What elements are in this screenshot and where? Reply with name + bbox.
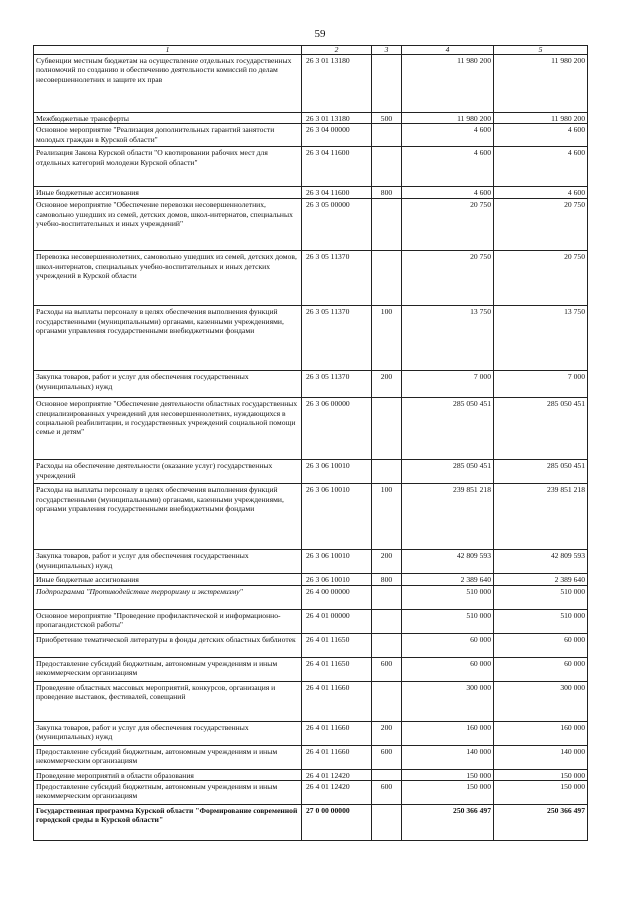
table-row <box>34 484 588 550</box>
row-code-cell: 26 4 01 11660 <box>302 721 372 745</box>
row-value-col5-cell: 285 050 451 <box>494 460 588 484</box>
row-value-col4-cell: 11 980 200 <box>402 55 494 113</box>
row-code-cell: 26 3 05 11370 <box>302 371 372 398</box>
table-row <box>34 769 588 780</box>
row-value-col5-cell: 250 366 497 <box>494 804 588 840</box>
row-value-col5-cell: 2 389 640 <box>494 574 588 585</box>
row-code-cell: 26 3 05 11370 <box>302 306 372 371</box>
table-row <box>34 745 588 769</box>
table-row <box>34 721 588 745</box>
row-value-col5-cell: 20 750 <box>494 251 588 306</box>
row-name-cell: Реализация Закона Курской области "О квотировании рабочих мест для отдельных категорий молодежи Курской области" <box>34 147 302 187</box>
table-row <box>34 574 588 585</box>
row-value-col5-cell: 4 600 <box>494 124 588 147</box>
row-name-cell: Иные бюджетные ассигнования <box>34 574 302 585</box>
row-value-col5-cell: 160 000 <box>494 721 588 745</box>
row-code-cell: 26 3 04 00000 <box>302 124 372 147</box>
row-vr-cell <box>372 769 402 780</box>
row-code-cell: 26 3 05 11370 <box>302 251 372 306</box>
row-value-col4-cell: 4 600 <box>402 124 494 147</box>
row-name-cell: Предоставление субсидий бюджетным, автономным учреждениям и иным некоммерческим организациям <box>34 745 302 769</box>
row-value-col5-cell: 13 750 <box>494 306 588 371</box>
row-vr-cell: 100 <box>372 484 402 550</box>
row-value-col4-cell: 7 000 <box>402 371 494 398</box>
row-vr-cell <box>372 804 402 840</box>
row-name-cell: Межбюджетные трансферты <box>34 113 302 124</box>
table-row <box>34 804 588 840</box>
row-value-col4-cell: 42 809 593 <box>402 550 494 574</box>
row-value-col4-cell: 150 000 <box>402 780 494 804</box>
table-row <box>34 55 588 113</box>
row-name-cell: Расходы на выплаты персоналу в целях обеспечения выполнения функций государственными (муниципальными) органами, казенными учреждениями, органами управления государственными внебюджетными фондами <box>34 306 302 371</box>
row-value-col5-cell: 4 600 <box>494 187 588 199</box>
row-name-cell: Закупка товаров, работ и услуг для обеспечения государственных (муниципальных) нужд <box>34 550 302 574</box>
row-value-col5-cell: 510 000 <box>494 585 588 609</box>
table-row <box>34 657 588 681</box>
row-value-col5-cell: 60 000 <box>494 657 588 681</box>
row-value-col5-cell: 60 000 <box>494 633 588 657</box>
row-name-cell: Иные бюджетные ассигнования <box>34 187 302 199</box>
row-vr-cell: 200 <box>372 721 402 745</box>
row-value-col4-cell: 285 050 451 <box>402 460 494 484</box>
row-value-col5-cell: 239 851 218 <box>494 484 588 550</box>
budget-table <box>33 45 588 841</box>
table-row <box>34 398 588 460</box>
row-value-col4-cell: 300 000 <box>402 681 494 721</box>
row-code-cell: 26 3 06 10010 <box>302 574 372 585</box>
row-value-col5-cell: 11 980 200 <box>494 55 588 113</box>
row-code-cell: 26 3 06 10010 <box>302 550 372 574</box>
row-name-cell: Предоставление субсидий бюджетным, автономным учреждениям и иным некоммерческим организациям <box>34 657 302 681</box>
row-name-cell: Субвенции местным бюджетам на осуществление отдельных государственных полномочий по созданию и обеспечению деятельности комиссий по делам несовершеннолетних и защите их прав <box>34 55 302 113</box>
row-value-col4-cell: 11 980 200 <box>402 113 494 124</box>
row-code-cell: 26 3 06 10010 <box>302 460 372 484</box>
row-vr-cell: 600 <box>372 780 402 804</box>
row-code-cell: 26 4 01 12420 <box>302 780 372 804</box>
row-value-col4-cell: 20 750 <box>402 199 494 251</box>
header-col-3: 3 <box>372 46 402 55</box>
row-code-cell: 26 3 01 13180 <box>302 55 372 113</box>
row-value-col4-cell: 4 600 <box>402 147 494 187</box>
row-vr-cell: 600 <box>372 745 402 769</box>
row-value-col4-cell: 160 000 <box>402 721 494 745</box>
row-value-col5-cell: 300 000 <box>494 681 588 721</box>
row-value-col5-cell: 4 600 <box>494 147 588 187</box>
row-vr-cell <box>372 681 402 721</box>
table-row <box>34 371 588 398</box>
row-value-col4-cell: 250 366 497 <box>402 804 494 840</box>
row-code-cell: 26 4 01 00000 <box>302 609 372 633</box>
row-code-cell: 26 3 06 10010 <box>302 484 372 550</box>
row-vr-cell: 800 <box>372 187 402 199</box>
row-vr-cell <box>372 124 402 147</box>
row-vr-cell <box>372 251 402 306</box>
table-row <box>34 609 588 633</box>
row-value-col5-cell: 150 000 <box>494 769 588 780</box>
row-value-col4-cell: 285 050 451 <box>402 398 494 460</box>
row-vr-cell <box>372 147 402 187</box>
row-code-cell: 27 0 00 00000 <box>302 804 372 840</box>
table-row <box>34 780 588 804</box>
row-value-col5-cell: 20 750 <box>494 199 588 251</box>
row-name-cell: Закупка товаров, работ и услуг для обеспечения государственных (муниципальных) нужд <box>34 371 302 398</box>
row-code-cell: 26 4 01 11660 <box>302 681 372 721</box>
row-vr-cell <box>372 585 402 609</box>
row-value-col5-cell: 7 000 <box>494 371 588 398</box>
row-code-cell: 26 3 06 00000 <box>302 398 372 460</box>
row-name-cell: Государственная программа Курской области "Формирование современной городской среды в Курской области" <box>34 804 302 840</box>
table-row <box>34 306 588 371</box>
row-value-col4-cell: 150 000 <box>402 769 494 780</box>
row-value-col5-cell: 140 000 <box>494 745 588 769</box>
row-name-cell: Расходы на выплаты персоналу в целях обеспечения выполнения функций государственными (муниципальными) органами, казенными учреждениями, органами управления государственными внебюджетными фондами <box>34 484 302 550</box>
row-vr-cell <box>372 199 402 251</box>
table-row <box>34 124 588 147</box>
row-vr-cell: 600 <box>372 657 402 681</box>
table-row <box>34 199 588 251</box>
row-vr-cell: 500 <box>372 113 402 124</box>
page-number: 59 <box>314 28 326 40</box>
header-col-5: 5 <box>494 46 588 55</box>
row-name-cell: Основное мероприятие "Проведение профилактической и информационно-пропагандистской работы" <box>34 609 302 633</box>
row-name-cell: Перевозка несовершеннолетних, самовольно ушедших из семей, детских домов, школ-интернатов, специальных учебно-воспитательных и иных детских учреждений в Курской области <box>34 251 302 306</box>
row-value-col4-cell: 239 851 218 <box>402 484 494 550</box>
row-value-col4-cell: 20 750 <box>402 251 494 306</box>
table-body <box>34 55 588 841</box>
row-name-cell: Расходы на обеспечение деятельности (оказание услуг) государственных учреждений <box>34 460 302 484</box>
row-value-col4-cell: 60 000 <box>402 633 494 657</box>
row-vr-cell <box>372 609 402 633</box>
table-row <box>34 251 588 306</box>
row-value-col4-cell: 4 600 <box>402 187 494 199</box>
header-col-2: 2 <box>302 46 372 55</box>
table-row <box>34 187 588 199</box>
row-value-col5-cell: 285 050 451 <box>494 398 588 460</box>
table-row <box>34 585 588 609</box>
table-row <box>34 633 588 657</box>
row-code-cell: 26 3 05 00000 <box>302 199 372 251</box>
table-header-row <box>34 46 588 55</box>
row-code-cell: 26 4 01 11650 <box>302 633 372 657</box>
row-code-cell: 26 3 04 11600 <box>302 147 372 187</box>
row-name-cell: Приобретение тематической литературы в фонды детских областных библиотек <box>34 633 302 657</box>
row-value-col4-cell: 13 750 <box>402 306 494 371</box>
row-code-cell: 26 4 01 11650 <box>302 657 372 681</box>
table-row <box>34 550 588 574</box>
table-row <box>34 113 588 124</box>
row-code-cell: 26 4 01 12420 <box>302 769 372 780</box>
row-vr-cell <box>372 398 402 460</box>
row-value-col5-cell: 11 980 200 <box>494 113 588 124</box>
row-name-cell: Основное мероприятие "Обеспечение перевозки несовершеннолетних, самовольно ушедших из семей, детских домов, школ-интернатов, специальных учебно-воспитательных и иных учреждений" <box>34 199 302 251</box>
table-row <box>34 147 588 187</box>
row-name-cell: Предоставление субсидий бюджетным, автономным учреждениям и иным некоммерческим организациям <box>34 780 302 804</box>
table-row <box>34 460 588 484</box>
row-value-col5-cell: 510 000 <box>494 609 588 633</box>
row-value-col4-cell: 510 000 <box>402 609 494 633</box>
row-vr-cell: 100 <box>372 306 402 371</box>
row-value-col5-cell: 150 000 <box>494 780 588 804</box>
row-code-cell: 26 4 01 11660 <box>302 745 372 769</box>
row-value-col4-cell: 2 389 640 <box>402 574 494 585</box>
row-name-cell: Проведение областных массовых мероприятий, конкурсов, организация и проведение выставок, фестивалей, совещаний <box>34 681 302 721</box>
row-name-cell: Закупка товаров, работ и услуг для обеспечения государственных (муниципальных) нужд <box>34 721 302 745</box>
row-value-col4-cell: 60 000 <box>402 657 494 681</box>
row-name-cell: Подпрограмма "Противодействие терроризму и экстремизму" <box>34 585 302 609</box>
row-code-cell: 26 4 00 00000 <box>302 585 372 609</box>
row-vr-cell: 200 <box>372 371 402 398</box>
row-name-cell: Основное мероприятие "Реализация дополнительных гарантий занятости молодых граждан в Курской области" <box>34 124 302 147</box>
row-vr-cell <box>372 460 402 484</box>
row-vr-cell: 200 <box>372 550 402 574</box>
table-row <box>34 681 588 721</box>
row-vr-cell <box>372 633 402 657</box>
row-vr-cell: 800 <box>372 574 402 585</box>
row-value-col4-cell: 510 000 <box>402 585 494 609</box>
row-code-cell: 26 3 04 11600 <box>302 187 372 199</box>
row-code-cell: 26 3 01 13180 <box>302 113 372 124</box>
row-name-cell: Основное мероприятие "Обеспечение деятельности областных государственных специализированных учреждений для несовершеннолетних, нуждающихся в социальной реабилитации, и государственных учреждений социальной помощи семье и детям" <box>34 398 302 460</box>
row-value-col5-cell: 42 809 593 <box>494 550 588 574</box>
header-col-1: 1 <box>34 46 302 55</box>
header-col-4: 4 <box>402 46 494 55</box>
row-vr-cell <box>372 55 402 113</box>
row-name-cell: Проведение мероприятий в области образования <box>34 769 302 780</box>
row-value-col4-cell: 140 000 <box>402 745 494 769</box>
